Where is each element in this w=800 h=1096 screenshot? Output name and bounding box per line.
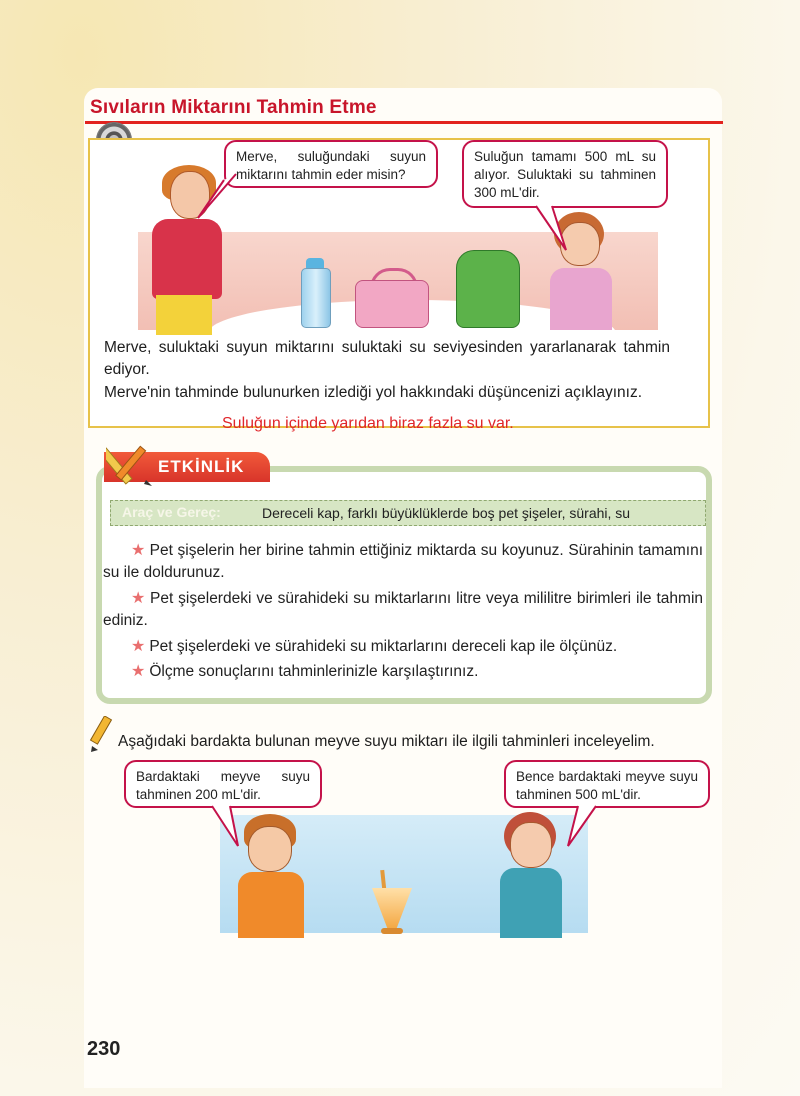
girl-illustration [496, 812, 566, 938]
bubble-text: Bence bardaktaki meyve suyu tahminen 500 mL'dir. [516, 769, 698, 802]
activity-item [103, 661, 703, 683]
activity-banner: ETKİNLİK [104, 452, 270, 482]
activity-item-text: Pet şişelerdeki ve sürahideki su miktarlarını dereceli kap ile ölçünüz. [149, 638, 618, 655]
bubble-tail-icon [210, 804, 250, 848]
activity-item [103, 636, 703, 658]
instruction-text: Aşağıdaki bardakta bulunan meyve suyu miktarı ile ilgili tahminleri inceleyelim. [118, 733, 655, 750]
star-icon: ★ [131, 638, 146, 655]
paragraph-2: Merve'nin tahminde bulunurken izlediği yol hakkındaki düşüncenizi açıklayınız. [104, 384, 643, 401]
handwritten-answer: Suluğun içinde yarıdan biraz fazla su var. [222, 415, 514, 432]
backpack-icon [456, 250, 520, 328]
star-icon: ★ [131, 590, 146, 607]
star-icon: ★ [131, 542, 146, 559]
title-underline [85, 121, 723, 124]
speech-bubble-teacher [224, 140, 438, 188]
bubble-text: Suluğun tamamı 500 mL su alıyor. Suluktaki su tahminen 300 mL'dir. [474, 149, 656, 200]
pencil-icon [88, 716, 114, 752]
activity-item-text: Pet şişelerdeki ve sürahideki su miktarlarını litre veya mililitre birimleri ile tahmin ediniz. [103, 590, 704, 629]
bubble-tail-icon [196, 172, 240, 220]
tools-text: Dereceli kap, farklı büyüklüklerde boş pet şişeler, sürahi, su [262, 505, 631, 521]
activity-item-text: Ölçme sonuçlarını tahminlerinizle karşılaştırınız. [149, 663, 479, 680]
speech-bubble-boy [124, 760, 322, 808]
bubble-tail-icon [558, 804, 598, 848]
lunchbox-icon [355, 280, 429, 328]
paragraph-1: Merve, suluktaki suyun miktarını suluktaki su seviyesinden yararlanarak tahmin ediyor. [104, 339, 670, 378]
star-icon: ★ [131, 663, 146, 680]
speech-bubble-merve [462, 140, 668, 208]
activity-item [103, 588, 703, 632]
bubble-text: Bardaktaki meyve suyu tahminen 200 mL'dir. [136, 769, 310, 802]
section-title: Sıvıların Miktarını Tahmin Etme [90, 97, 377, 118]
page-number: 230 [87, 1038, 121, 1060]
activity-item [103, 540, 703, 584]
glass-base [381, 928, 403, 934]
activity-item-text: Pet şişelerin her birine tahmin ettiğiniz miktarda su koyunuz. Sürahinin tamamını su ile doldurunuz. [103, 542, 704, 581]
water-bottle-icon [301, 268, 331, 328]
bubble-text: Merve, suluğundaki suyun miktarını tahmin eder misin? [236, 149, 426, 182]
ruler-pencil-icon [106, 440, 158, 488]
speech-bubble-girl [504, 760, 710, 808]
bubble-tail-icon [534, 204, 574, 252]
tools-label: Araç ve Gereç: [122, 504, 221, 520]
